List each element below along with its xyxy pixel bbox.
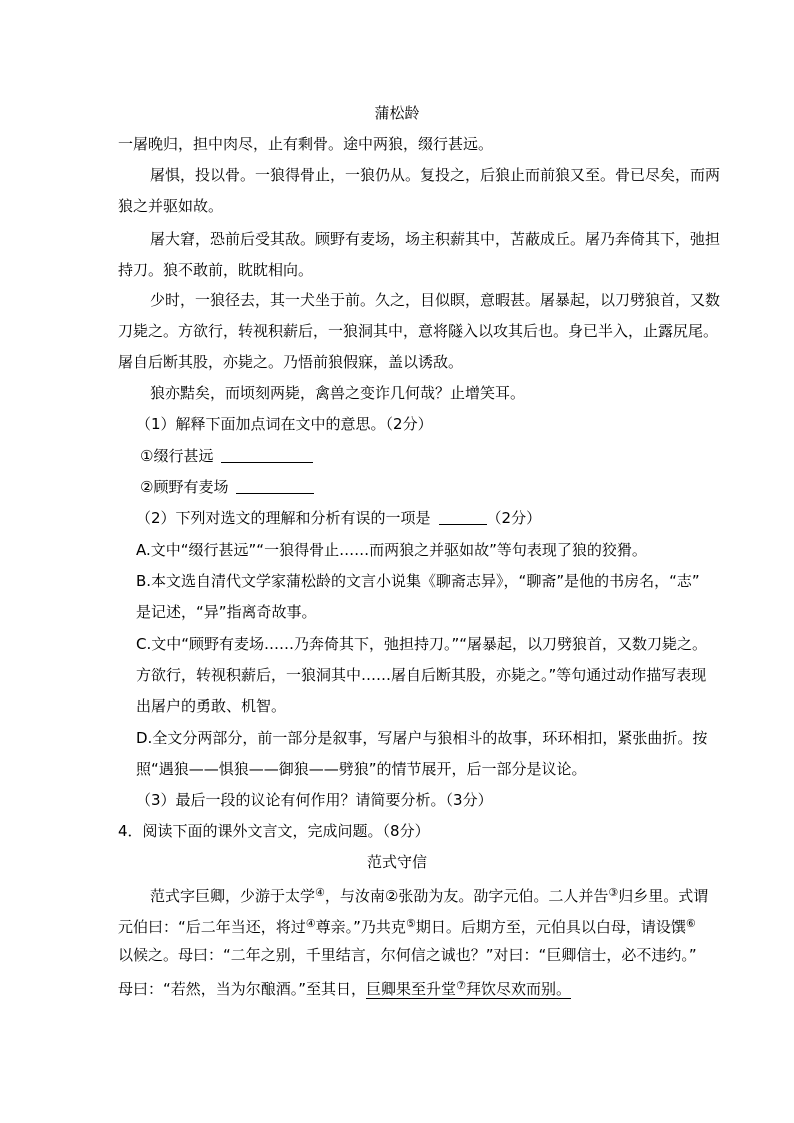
text-run: 元伯曰：“后二年当还，将过 xyxy=(118,918,306,936)
question-1: （1）解释下面加点词在文中的意思。（2分） xyxy=(136,415,433,433)
question-2-score: （2分） xyxy=(486,509,542,527)
passage-author-title: 蒲松龄 xyxy=(374,104,420,122)
footnote-marker: ⑥ xyxy=(685,917,696,930)
paragraph-3-line-2: 持刀。狼不敢前，眈眈相向。 xyxy=(118,261,314,279)
text-run: 巨卿果至升堂 xyxy=(366,980,457,998)
footnote-marker: ② xyxy=(384,887,399,905)
question-2-text: （2）下列对选文的理解和分析有误的一项是 xyxy=(136,509,431,527)
text-run: 拜饮尽欢而别。 xyxy=(465,980,571,998)
paragraph-1: 一屠晚归，担中肉尽，止有剩骨。途中两狼，缀行甚远。 xyxy=(118,135,494,153)
answer-blank[interactable] xyxy=(236,479,314,494)
text-run: 张劭为友。劭字元伯。二人并告 xyxy=(398,887,609,905)
paragraph-2-line-2: 狼之并驱如故。 xyxy=(118,197,224,215)
text-run: ，与汝南 xyxy=(324,887,385,905)
question-1-item-a xyxy=(140,446,700,466)
passage-2-title: 范式守信 xyxy=(366,853,427,871)
paragraph-3-line-1: 屠大窘，恐前后受其敌。顾野有麦场，场主积薪其中，苫蔽成丘。屠乃奔倚其下，弛担 xyxy=(150,230,721,248)
footnote-marker: ⑤ xyxy=(405,917,416,930)
footnote-marker: ⑦ xyxy=(456,979,466,992)
passage-2-line-3: 以候之。母曰：“二年之别，千里结言，尔何信之诚也？”对曰：“巨卿信士，必不违约。” xyxy=(118,946,697,964)
text-run: 母曰：“若然，当为尔酿酒。”至其日， xyxy=(118,980,367,998)
answer-blank[interactable] xyxy=(439,510,487,525)
option-c-line-1: C.文中“顾野有麦场……乃奔倚其下，弛担持刀。”“屠暴起，以刀劈狼首，又数刀毙之。 xyxy=(136,635,708,653)
circled-number: ② xyxy=(140,478,154,496)
footnote-marker: ④ xyxy=(305,917,316,930)
text-run: 期日。后期方至，元伯具以白母，请设馔 xyxy=(415,918,686,936)
option-c-line-3: 出屠户的勇敢、机智。 xyxy=(136,697,287,715)
passage-2-line-4 xyxy=(118,976,678,996)
footnote-marker: ③ xyxy=(608,886,619,899)
question-1-item-b xyxy=(140,477,700,497)
paragraph-4-line-2: 刀毙之。方欲行，转视积薪后，一狼洞其中，意将隧入以攻其后也。身已半入，止露尻尾。 xyxy=(118,322,719,340)
text-run: 归乡里。式谓 xyxy=(618,887,709,905)
section-4-heading: 4．阅读下面的课外文言文，完成问题。（8分） xyxy=(118,822,430,840)
footnote-marker: ④ xyxy=(315,886,325,899)
answer-blank[interactable] xyxy=(221,448,313,463)
paragraph-2-line-1: 屠惧，投以骨。一狼得骨止，一狼仍从。复投之，后狼止而前狼又至。骨已尽矣，而两 xyxy=(150,166,721,184)
circled-number: ① xyxy=(140,447,154,465)
option-b-line-1: B.本文选自清代文学家蒲松龄的文言小说集《聊斋志异》，“聊斋”是他的书房名，“志” xyxy=(136,572,700,590)
item-text: 顾野有麦场 xyxy=(153,478,229,496)
option-b-line-2: 是记述，“异”指离奇故事。 xyxy=(136,603,317,621)
passage-2-line-1 xyxy=(150,883,710,903)
text-run: 范式字巨卿，少游于太学 xyxy=(150,887,316,905)
option-d-line-1: D.全文分两部分，前一部分是叙事，写屠户与狼相斗的故事，环环相扣，紧张曲折。按 xyxy=(136,729,708,747)
option-c-line-2: 方欲行，转视积薪后，一狼洞其中……屠自后断其股，亦毙之。”等句通过动作描写表现 xyxy=(136,666,707,684)
option-d-line-2: 照“遇狼——惧狼——御狼——劈狼”的情节展开，后一部分是议论。 xyxy=(136,760,587,778)
paragraph-4-line-1: 少时，一狼径去，其一犬坐于前。久之，目似瞑，意暇甚。屠暴起，以刀劈狼首，又数 xyxy=(150,291,721,309)
question-2 xyxy=(136,508,696,528)
underlined-sentence xyxy=(366,980,571,999)
option-a: A.文中“缀行甚远”“一狼得骨止……而两狼之并驱如故”等句表现了狼的狡猾。 xyxy=(136,541,647,559)
paragraph-4-line-3: 屠自后断其股，亦毙之。乃悟前狼假寐，盖以诱敌。 xyxy=(118,353,464,371)
passage-2-line-2 xyxy=(118,914,696,936)
item-text: 缀行甚远 xyxy=(153,447,214,465)
paragraph-5: 狼亦黠矣，而顷刻两毙，禽兽之变诈几何哉？止增笑耳。 xyxy=(150,384,526,402)
text-run: 尊亲。”乃共克 xyxy=(315,918,406,936)
question-3: （3）最后一段的议论有何作用？请简要分析。（3分） xyxy=(136,791,493,809)
